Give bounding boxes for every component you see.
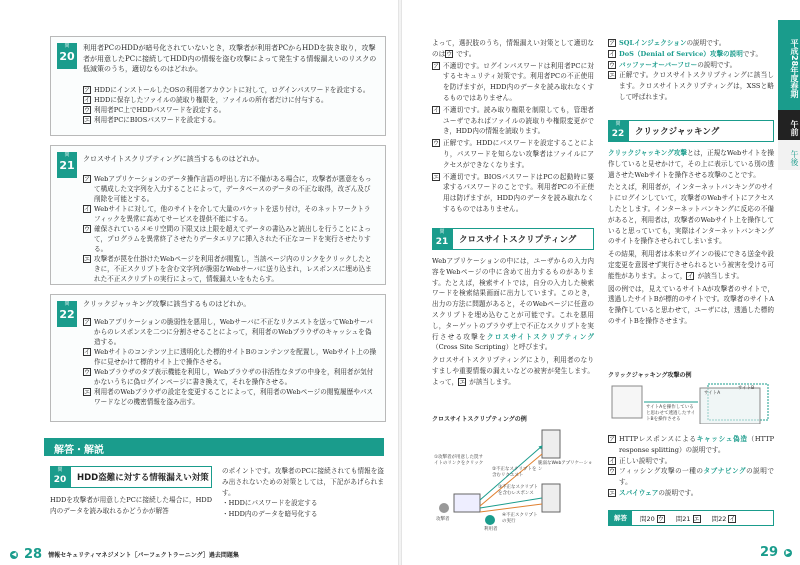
book-title: 情報セキュリティマネジメント［パーフェクトラーニング］過去問題集: [48, 552, 239, 559]
question-21-text: クロスサイトスクリプティングに該当するものはどれか。: [83, 155, 264, 163]
tab-am[interactable]: 午前: [778, 110, 800, 140]
answer-mark-icon: イ: [729, 515, 736, 523]
explanation-text: HTTPレスポンスによるキャッシュ偽造（HTTP response splitting）の説明です。: [619, 435, 775, 454]
user-icon: [485, 515, 495, 525]
option-mark-icon: イ: [84, 206, 91, 213]
right-col1-choices: [432, 61, 594, 215]
right-col2-top: [608, 38, 774, 103]
term: スパイウェア: [619, 488, 659, 497]
answer-item: [712, 514, 740, 523]
question-22-text: クリックジャッキング攻撃に該当するものはどれか。: [83, 300, 251, 308]
option-text: 利用者PCにBIOSパスワードを設定する。: [94, 116, 220, 124]
explanation-item: [608, 434, 774, 456]
option-mark-icon: エ: [84, 389, 91, 396]
option-mark-icon: イ: [84, 349, 91, 356]
option-mark-icon: エ: [84, 256, 91, 263]
section-22-title: 問 22 クリックジャッキング: [608, 120, 774, 142]
option-text: HDDに保存したファイルの読取り権限を，ファイルの所有者だけに付与する。: [94, 96, 328, 104]
explanation-text: 正解です。クロスサイトスクリプティングに該当します。クロスサイトスクリプティングは，XSSと略して呼ばれます。: [619, 71, 774, 101]
answer-bar-label: 解答: [609, 511, 632, 525]
browser-icon: [612, 386, 642, 418]
clickjacking-diagram: サイトAを操作していると思わせて透過したサイトBを操作させる サイトA サイトB: [608, 380, 774, 424]
question-20-box: [50, 36, 386, 136]
question-22-badge: 問 22: [57, 301, 77, 327]
explanation-text: 不適切です。BIOSパスワードはPCの起動時に要求するパスワードのことです。利用者PCの不正使用は防げますが，HDD内のデータを読み取れなくするものではありません。: [443, 172, 594, 213]
term: タブナビング: [703, 467, 747, 476]
q21-option[interactable]: [83, 174, 377, 204]
option-mark-icon: ア: [84, 319, 91, 326]
q21-option[interactable]: [83, 254, 377, 284]
section-21-title: 問 21 クロスサイトスクリプティング: [432, 228, 594, 250]
server-icon: [542, 430, 560, 458]
section-20-col1: HDDを攻撃者が用意したPCに接続した場合に，HDD内のデータを読み取れるかどうかが解答: [50, 496, 212, 515]
explanation-text: 正解です。HDDにパスワードを設定することにより，パスワードを知らない攻撃者はファイルにアクセスができなくなります。: [443, 139, 594, 169]
option-text: 攻撃者が罠を仕掛けたWebページを利用者が閲覧し，当該ページ内のリンクをクリックしたときに，不正スクリプトを含む文字列が脆弱なWebサーバに送り込まれ，レスポンスに埋め込まれた不正スクリプトの実行によって，情報漏えいをもたらす。: [94, 255, 372, 283]
right-footer: [754, 545, 792, 560]
choice-mark-icon: イ: [433, 106, 440, 114]
term: DoS（Denial of Service）攻撃の説明: [619, 49, 743, 58]
explanation-item: [608, 49, 774, 60]
q20-option[interactable]: [83, 115, 377, 125]
explanation-item: [608, 38, 774, 49]
question-22-box: [50, 294, 386, 422]
q22-option[interactable]: [83, 347, 377, 367]
option-mark-icon: ア: [84, 87, 91, 94]
answer-item: [640, 514, 668, 523]
explanation-item: [432, 105, 594, 137]
pc-icon: [454, 494, 480, 512]
explanation-text: フィッシング攻撃の一種のタブナビングの説明です。: [619, 467, 774, 487]
explanation-item: [432, 61, 594, 104]
side-tab-strip: [778, 20, 800, 545]
term: SQLインジェクション: [619, 39, 687, 47]
explanation-item: [432, 172, 594, 215]
q20-option[interactable]: [83, 95, 377, 105]
left-footer: [10, 547, 239, 562]
term: バッファーオーバーフロー: [619, 60, 698, 69]
term: キャッシュ偽造: [696, 435, 748, 443]
explanation-text: バッファーオーバーフローの説明です。: [619, 60, 737, 69]
option-text: Webサイトのコンテンツ上に透明化した標的サイトBのコンテンツを配置し，Webサイト上の操作に見せかけて標的サイト上で操作させる。: [94, 348, 377, 366]
option-mark-icon: イ: [84, 97, 91, 104]
option-mark-icon: ウ: [84, 369, 91, 376]
right-col2-bottom: [608, 434, 774, 499]
question-21-badge: 問 21: [57, 152, 77, 178]
option-mark-icon: ウ: [84, 226, 91, 233]
answer-question: 問22: [711, 514, 727, 523]
tab-pm[interactable]: 午後: [778, 140, 800, 170]
q21-option[interactable]: [83, 204, 377, 224]
option-text: Webサイトに対して，他のサイトを介して大量のパケットを送り付け，そのネットワークトラフィックを異常に高めてサービスを提供不能にする。: [94, 205, 371, 223]
question-22-options: [83, 317, 377, 407]
answer-mark-icon: ウ: [657, 515, 664, 523]
answer-item: [676, 514, 704, 523]
choice-mark-icon: エ: [609, 72, 616, 80]
option-text: Webブラウザのタブ表示機能を利用し，Webブラウザの非活性なタブの中身を，利用者が気付かないうちに偽ログインページに書き換えて，それを操作させる。: [94, 368, 374, 386]
right-page-number: 29: [760, 545, 779, 560]
q22-option[interactable]: [83, 387, 377, 407]
choice-mark-icon: ウ: [609, 468, 616, 476]
explanation-item: [608, 466, 774, 488]
section-22-body: クリックジャッキング攻撃とは，正規なWebサイトを操作していると見せかけて，その上に表示している別の透過させたWebサイトを操作させる攻撃のことです。 たとえば，利用者が，インターネットバンキングのサイトにログインしていて，攻撃者のWebサイトにアクセスしたとします。インターネットバンキングに反応の不備があると，利用者は，攻撃者のWebサイト上を操作していると思っていても，実際はインターネットバンキングのサイトを操作させられてしまいます。 その結果，利用者は本来ログインの後にできる送金や設定変更を意図せず実行させられるという被害を受ける可能性があります。よって，イ が該当します。 図の例では，見えているサイトAが攻撃者のサイトで，透過したサイトBが標的のサイトです。攻撃者のサイトAを操作していると思わせて，ユーザには，透過した標的のサイトBを操作させます。: [608, 149, 775, 325]
tab-year[interactable]: 平成28年度春期: [778, 20, 800, 110]
xss-diagram-title: クロスサイトスクリプティングの例: [432, 416, 527, 423]
answer-bar: [608, 510, 774, 526]
choice-mark-icon: ア: [609, 436, 616, 443]
q22-option[interactable]: [83, 367, 377, 387]
explanation-text: 不適切です。読み取り権限を制限しても，管理者ユーザであればファイルの読取りや権限変更ができ，HDD内の情報を読取ります。: [443, 105, 594, 136]
choice-mark-icon: ウ: [433, 140, 440, 148]
option-text: 利用者PC上でHDDパスワードを設定する。: [94, 106, 226, 114]
answer-question: 問21: [675, 514, 691, 523]
explanation-text: 正しい説明です。: [619, 456, 672, 465]
explanation-item: [608, 70, 774, 102]
section-21-body: Webアプリケーションの中には，ユーザからの入力内容をWebページの中に含めて出力するものがあります。たとえば，検索サイトでは，自分の入力した検索ワードを検索結果画面に出力しています。このとき，出力の方法に問題があると，そのWebページに任意のスクリプトを埋め込むことが可能です。これを悪用し，ターゲットのブラウザ上で不正なスクリプトを実行させる攻撃をクロスサイトスクリプティング（Cross Site Scripting）と呼びます。 クロスサイトスクリプティングにより，利用者のなりすましや重要情報の漏えいなどの被害が発生します。よって，エ が該当します。: [432, 257, 594, 386]
option-mark-icon: エ: [84, 117, 91, 124]
option-text: HDDにインストールしたOSの利用者アカウントに対して，ログインパスワードを設定する。: [94, 86, 370, 94]
q20-option[interactable]: [83, 85, 377, 95]
choice-mark-icon: ウ: [609, 61, 616, 69]
explanation-text: 不適切です。ログインパスワードは利用者PCに対するセキュリティ対策です。利用者PCの不正使用を防げますが，HDD内のデータを読み取れなくするものではありません。: [443, 61, 594, 102]
next-page-arrow-icon[interactable]: ▶: [785, 548, 791, 556]
option-mark-icon: ウ: [84, 107, 91, 114]
choice-mark-icon: エ: [433, 173, 440, 181]
section-20-badge: 問 20: [50, 466, 70, 488]
answer-explanation-header: 解答・解説: [44, 438, 384, 456]
section-21-badge: 問 21: [432, 228, 452, 250]
choice-mark-icon: ア: [609, 40, 616, 47]
explanation-item: [608, 488, 774, 499]
option-text: Webアプリケーションのデータ操作言語の呼出し方に不備がある場合に，攻撃者が悪意をもって構成した文字列を入力することによって，データベースのデータの不正な取得，改ざん及び削除を可能とする。: [94, 175, 372, 203]
option-text: 利用者のWebブラウザの設定を変更することによって，利用者のWebページの閲覧履歴やパスワードなどの機密情報を盗み出す。: [94, 388, 374, 406]
section-20-title: 問 20 HDD盗難に対する情報漏えい対策: [50, 466, 212, 488]
explanation-text: SQLインジェクションの説明です。: [619, 39, 726, 47]
server-icon-2: [542, 484, 560, 512]
clickjacking-diagram-title: クリックジャッキング攻撃の例: [608, 372, 692, 379]
option-text: 確保されているメモリ空間の下限又は上限を超えてデータの書込みと読出しを行うことによって，プログラムを異常終了させたりデータエリアに挿入された不正なコードを実行させたりする。: [94, 225, 371, 253]
section-20-col2: のポイントです。攻撃者のPCに接続されても情報を盗み出されないための対策としては，下記があげられます。 ・HDDにパスワードを設定する ・HDD内のデータを暗号化する: [222, 467, 384, 519]
question-20-options: [83, 85, 377, 125]
left-page-number: 28: [24, 547, 43, 562]
explanation-item: [608, 60, 774, 71]
choice-mark-icon: エ: [609, 489, 616, 497]
explanation-item: [432, 138, 594, 170]
question-21-box: [50, 145, 386, 285]
answer-mark-icon: エ: [693, 515, 700, 523]
attacker-icon: [439, 503, 449, 513]
right-col1: よって，選択肢のうち，情報漏えい対策として適切なのはウ です。 ア 不適切です。ログインパスワードは利用者PCに対するセキュリティ対策です。利用者PCの不正使用を防げますが，HDD内のデータを読み取れなくするものではありません。 イ 不適切です。読み取り権限を制限しても，管理者ユーザであればファイルの読取りや権限変更ができ，HDD内の情報を読取ります。 ウ 正解です。HDDにパスワードを設定することにより，パスワードを知らない攻撃者はファイルにアクセスができなくなります。 エ 不適切です。BIOSパスワードはPCの起動時に要求するパスワードのことです。利用者PCの不正使用は防げますが，HDD内のデータを読み取れなくするものではありません。: [432, 39, 594, 213]
q22-option[interactable]: [83, 317, 377, 347]
explanation-item: [608, 456, 774, 467]
question-20-badge: 問 20: [57, 43, 77, 69]
q21-option[interactable]: [83, 224, 377, 254]
explanation-text: DoS（Denial of Service）攻撃の説明です。: [619, 49, 763, 58]
section-22-badge: 問 22: [608, 120, 628, 142]
question-20-text: 利用者PCのHDDが暗号化されていないとき，攻撃者が利用者PCからHDDを抜き取り，攻撃者が用意したPCに接続してHDD内の情報を盗む攻撃によって発生する情報漏えいのリスクの低減策のうち，適切なものはどれか。: [83, 44, 377, 73]
q20-option[interactable]: [83, 105, 377, 115]
xss-diagram: 脆弱なWebアプリケーション ①攻撃者が用意した罠サイトのリンクをクリック ②不正なスクリプトを含むリクエスト ③不正なスクリプトを含むレスポンス ④不正スクリプトの実行 攻撃者 利用者: [432, 424, 594, 534]
explanation-text: スパイウェアの説明です。: [619, 488, 698, 497]
page-gutter: [398, 0, 402, 565]
answer-question: 問20: [640, 514, 655, 523]
option-text: Webアプリケーションの脆弱性を悪用し，Webサーバに不正なリクエストを送ってWebサーバからのレスポンスを二つに分割させることによって，利用者のWebブラウザのキャッシュを偽造する。: [94, 318, 373, 346]
option-mark-icon: ア: [84, 176, 91, 183]
choice-mark-icon: ア: [433, 62, 440, 70]
choice-mark-icon: イ: [609, 457, 616, 465]
question-21-options: [83, 174, 377, 284]
prev-page-arrow-icon[interactable]: ◀: [11, 550, 17, 558]
choice-mark-icon: イ: [609, 50, 616, 58]
